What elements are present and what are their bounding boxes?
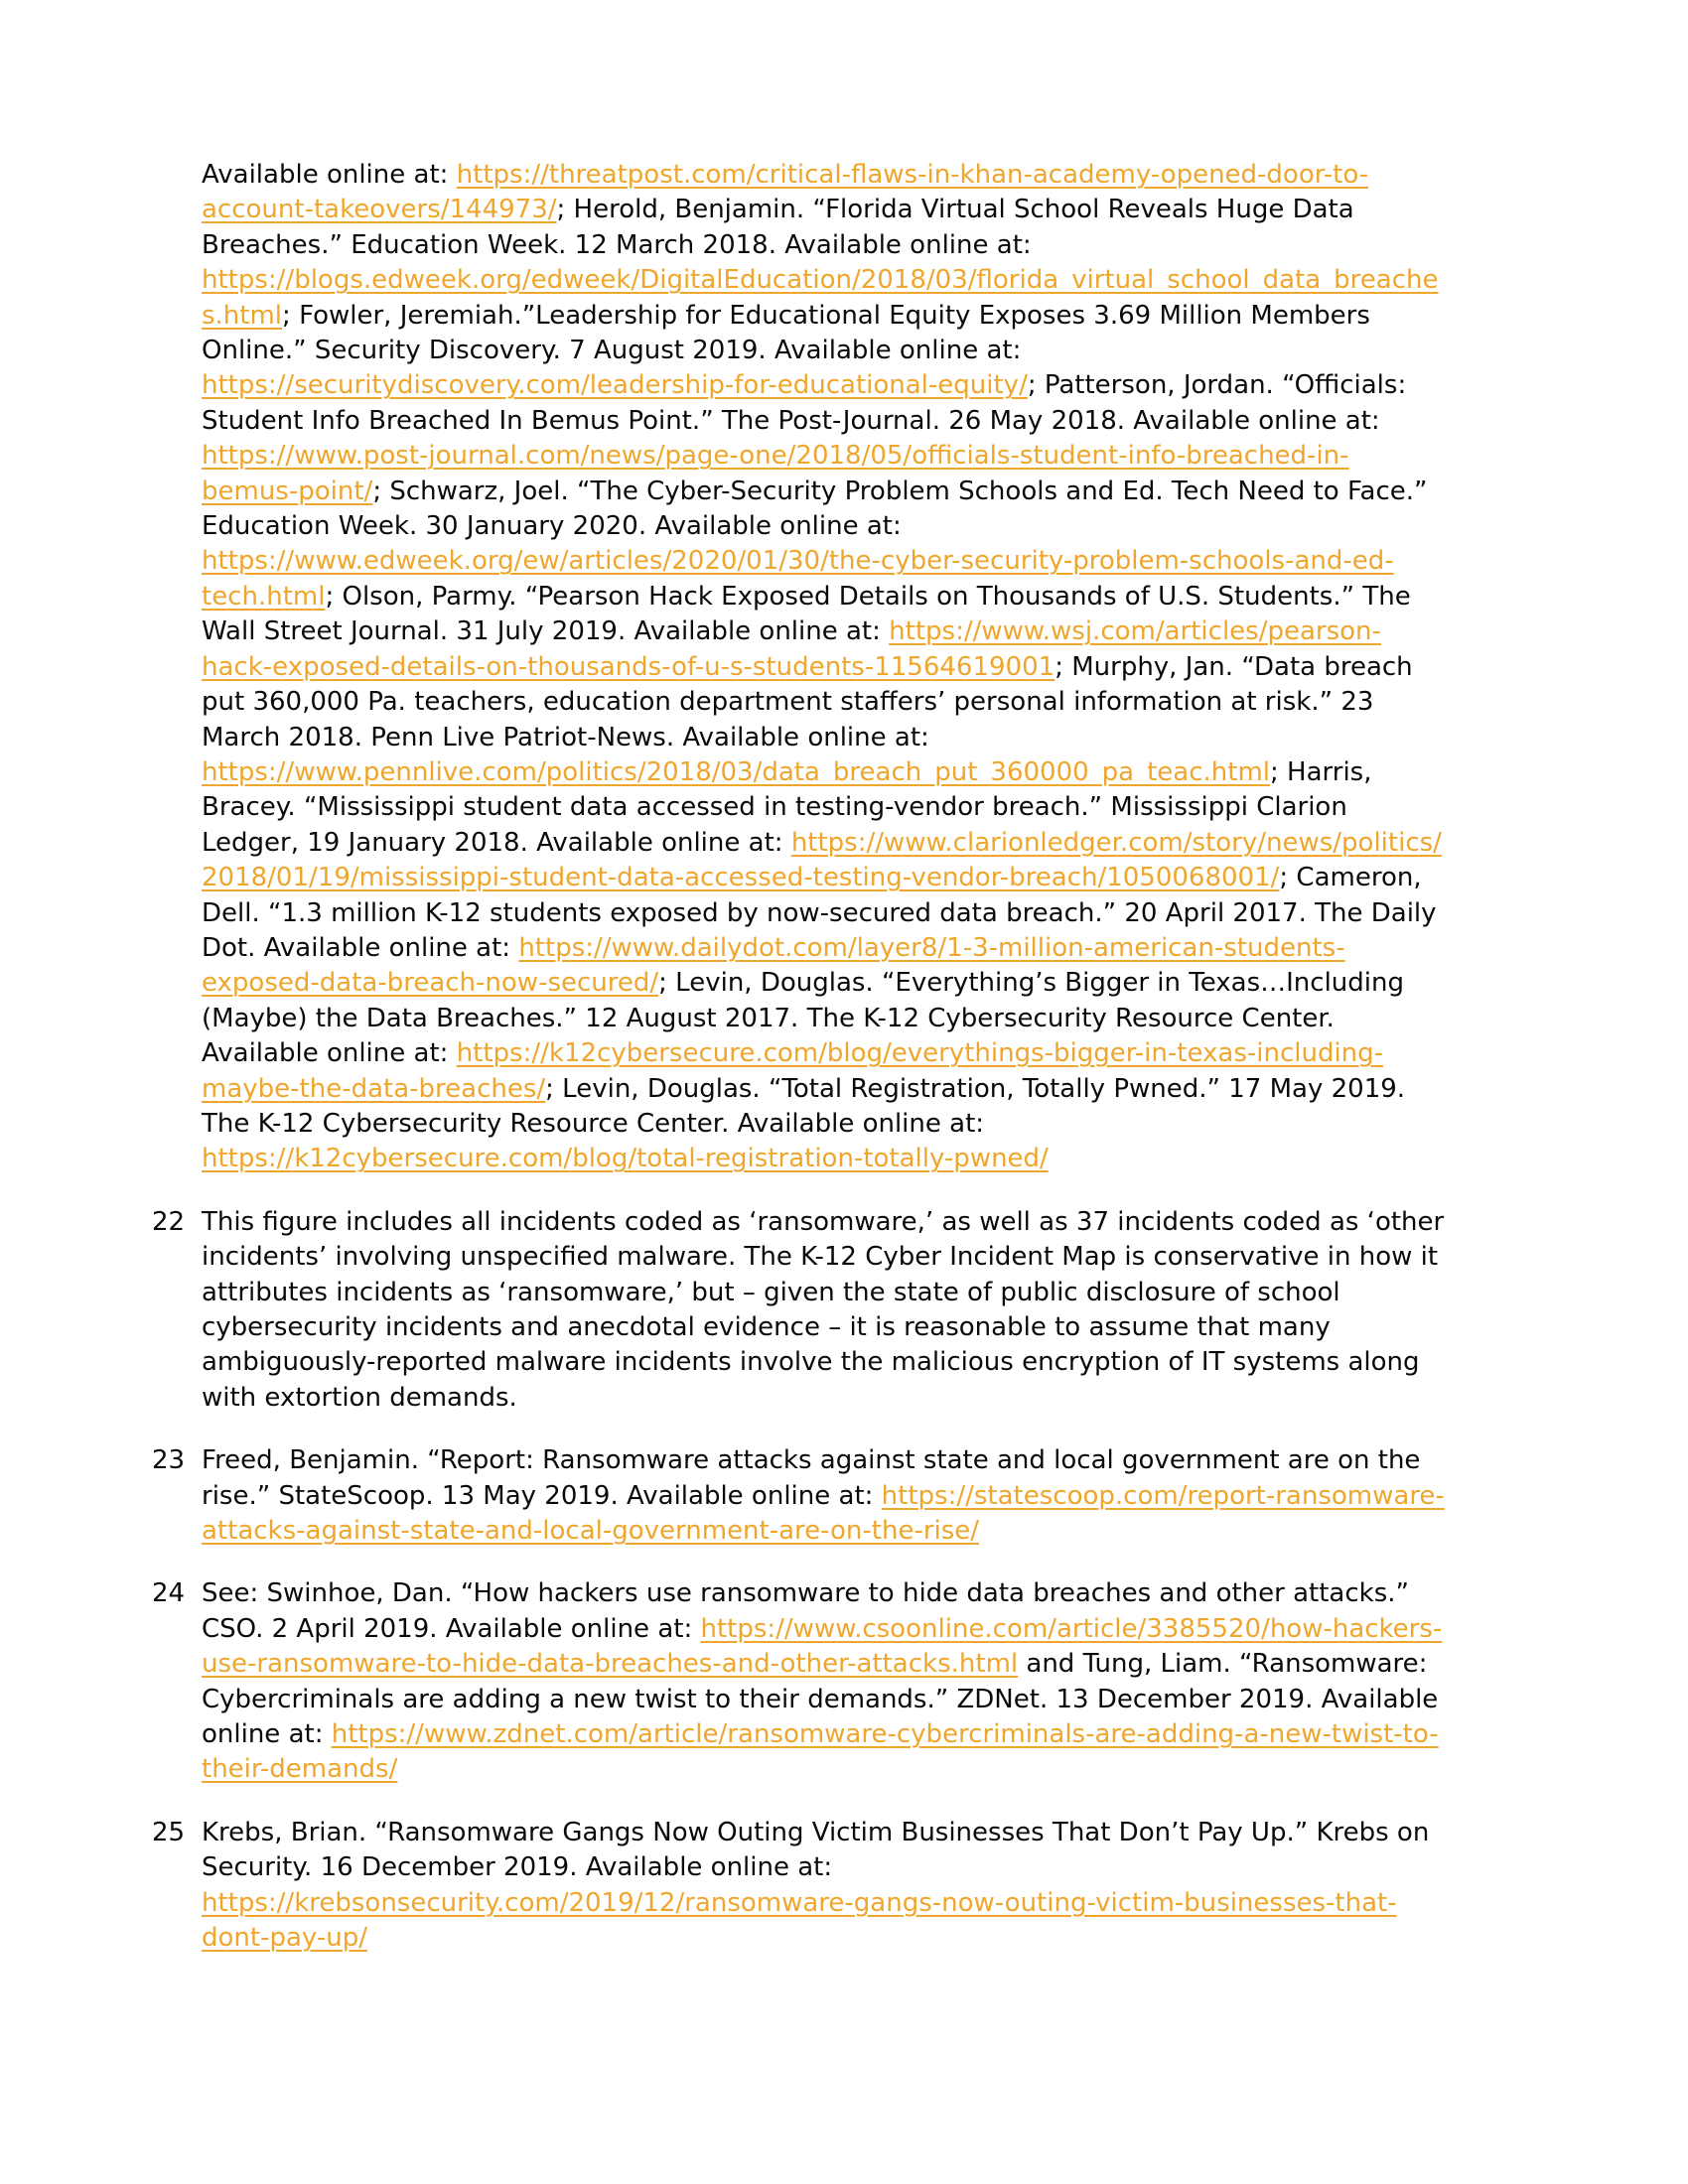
hyperlink[interactable]: https://www.edweek.org/ew/articles/2020/01/30/the-cyber-security-problem-schools-and-ed-: [202, 546, 1394, 577]
footnote-text: Freed, Benjamin. “Report: Ransomware attacks against state and local government are on the: [202, 1445, 1421, 1476]
hyperlink[interactable]: https://krebsonsecurity.com/2019/12/ransomware-gangs-now-outing-victim-businesses-that-: [202, 1887, 1397, 1918]
footnote-text: ; Levin, Douglas. “Total Registration, Totally Pwned.” 17 May 2019.: [545, 1073, 1406, 1104]
footnote-line: [202, 334, 1612, 368]
footnote-text: Breaches.” Education Week. 12 March 2018. Available online at:: [202, 229, 1032, 260]
hyperlink[interactable]: account-takeovers/144973/: [202, 195, 557, 225]
footnote-line: [202, 931, 1612, 966]
footnote-line: [202, 439, 1612, 474]
footnote-line: [202, 299, 1612, 334]
footnote-text: ; Cameron,: [1279, 863, 1422, 893]
footnote-line: [202, 966, 1612, 1001]
footnote-text: ; Fowler, Jeremiah.”Leadership for Educational Equity Exposes 3.69 Million Members: [282, 300, 1370, 331]
footnote-line: [202, 193, 1612, 227]
hyperlink[interactable]: exposed-data-breach-now-secured/: [202, 968, 659, 999]
hyperlink[interactable]: attacks-against-state-and-local-government-are-on-the-rise/: [202, 1516, 980, 1547]
hyperlink[interactable]: https://www.zdnet.com/article/ransomware-cybercriminals-are-adding-a-new-twist-to-: [331, 1719, 1439, 1750]
footnote-text: Cybercriminals are adding a new twist to their demands.” ZDNet. 13 December 2019. Available: [202, 1684, 1439, 1714]
footnote-text: Education Week. 30 January 2020. Available online at:: [202, 511, 902, 542]
footnote: [152, 1205, 1612, 1416]
footnote-text: Available online at:: [202, 160, 457, 190]
footnote-text: Dot. Available online at:: [202, 932, 519, 963]
hyperlink[interactable]: https://k12cybersecure.com/blog/everythings-bigger-in-texas-including-: [456, 1038, 1384, 1069]
footnote-text: with extortion demands.: [202, 1382, 517, 1413]
footnote-line: [202, 1886, 1612, 1921]
hyperlink[interactable]: dont-pay-up/: [202, 1923, 367, 1954]
footnote-text: CSO. 2 April 2019. Available online at:: [202, 1613, 701, 1644]
footnote-line: [202, 1921, 1612, 1956]
footnote-line: [202, 1142, 1612, 1176]
footnote-line: [202, 228, 1612, 263]
footnote-line: [202, 1647, 1612, 1682]
hyperlink[interactable]: https://threatpost.com/critical-flaws-in-khan-academy-opened-door-to-: [456, 160, 1369, 190]
footnote-line: [202, 1381, 1612, 1416]
footnote-line: [202, 509, 1612, 544]
hyperlink[interactable]: https://www.clarionledger.com/story/news/politics/: [790, 827, 1442, 858]
footnote: [152, 1816, 1612, 1957]
footnote-text: ; Herold, Benjamin. “Florida Virtual School Reveals Huge Data: [556, 195, 1354, 225]
footnote-line: [202, 1443, 1612, 1478]
footnote-text: Dell. “1.3 million K-12 students exposed by now-secured data breach.” 20 April 2017. The Daily: [202, 897, 1437, 928]
hyperlink[interactable]: https://blogs.edweek.org/edweek/DigitalEducation/2018/03/florida_virtual_school_data_breache: [202, 265, 1439, 296]
hyperlink[interactable]: their-demands/: [202, 1754, 398, 1785]
footnote-number: 24: [152, 1578, 186, 1609]
hyperlink[interactable]: use-ransomware-to-hide-data-breaches-and-other-attacks.html: [202, 1649, 1019, 1680]
endnotes-page: [152, 158, 1612, 1957]
footnote-line: [202, 544, 1612, 579]
footnote-line: [202, 755, 1612, 790]
footnote: [152, 1443, 1612, 1549]
footnote-text: Wall Street Journal. 31 July 2019. Available online at:: [202, 616, 890, 647]
footnote-line: [202, 1850, 1612, 1885]
footnote-number: 25: [152, 1817, 186, 1847]
footnote-text: Available online at:: [202, 1038, 457, 1069]
footnote-text: ; Patterson, Jordan. “Officials:: [1027, 370, 1407, 401]
footnote-line: [202, 1752, 1612, 1787]
footnote-text: ; Levin, Douglas. “Everything’s Bigger in Texas…Including: [658, 968, 1404, 999]
footnote-line: [202, 614, 1612, 649]
footnote-line: [202, 650, 1612, 685]
footnote-text: Bracey. “Mississippi student data accessed in testing-vendor breach.” Mississippi Clarion: [202, 792, 1347, 823]
footnote-line: [202, 1514, 1612, 1549]
footnote: [202, 158, 1612, 1177]
footnote-line: [202, 790, 1612, 825]
footnote-line: [202, 1276, 1612, 1310]
footnote-text: See: Swinhoe, Dan. “How hackers use ransomware to hide data breaches and other attacks.”: [202, 1578, 1409, 1609]
footnote-text: Security. 16 December 2019. Available online at:: [202, 1852, 833, 1883]
footnote-line: [202, 1683, 1612, 1717]
footnote-text: incidents’ involving unspecified malware. The K-12 Cyber Incident Map is conservative in how it: [202, 1242, 1439, 1273]
footnote-text: Online.” Security Discovery. 7 August 2019. Available online at:: [202, 336, 1022, 366]
footnote-line: [202, 580, 1612, 614]
footnote-line: [202, 368, 1612, 403]
footnote-line: [202, 1479, 1612, 1514]
hyperlink[interactable]: https://k12cybersecure.com/blog/total-registration-totally-pwned/: [202, 1144, 1049, 1174]
footnote-line: [202, 1612, 1612, 1647]
hyperlink[interactable]: https://www.wsj.com/articles/pearson-: [889, 616, 1381, 647]
hyperlink[interactable]: https://www.dailydot.com/layer8/1-3-million-american-students-: [518, 932, 1345, 963]
footnote-line: [202, 404, 1612, 439]
footnote-line: [202, 861, 1612, 895]
footnote-text: Krebs, Brian. “Ransomware Gangs Now Outing Victim Businesses That Don’t Pay Up.” Krebs on: [202, 1817, 1430, 1847]
footnote-text: March 2018. Penn Live Patriot-News. Available online at:: [202, 722, 929, 752]
footnote-line: [202, 158, 1612, 193]
footnote-line: [202, 1576, 1612, 1611]
footnote-text: ; Harris,: [1270, 756, 1372, 787]
hyperlink[interactable]: https://statescoop.com/report-ransomware-: [881, 1480, 1445, 1511]
hyperlink[interactable]: tech.html: [202, 581, 326, 612]
footnote-number: 23: [152, 1445, 186, 1476]
footnote-line: [202, 1345, 1612, 1380]
footnote-line: [202, 475, 1612, 509]
endnotes-list: [152, 158, 1612, 1957]
footnote-line: [202, 1816, 1612, 1850]
hyperlink[interactable]: maybe-the-data-breaches/: [202, 1073, 546, 1104]
hyperlink[interactable]: https://securitydiscovery.com/leadership-for-educational-equity/: [202, 370, 1028, 401]
footnote-text: cybersecurity incidents and anecdotal evidence – it is reasonable to assume that many: [202, 1312, 1331, 1342]
footnote-text: ; Schwarz, Joel. “The Cyber-Security Problem Schools and Ed. Tech Need to Face.”: [372, 476, 1428, 506]
footnote-number: 22: [152, 1206, 186, 1237]
footnote: [152, 1576, 1612, 1787]
footnote-text: ; Olson, Parmy. “Pearson Hack Exposed Details on Thousands of U.S. Students.” The: [325, 581, 1411, 612]
hyperlink[interactable]: https://www.pennlive.com/politics/2018/03/data_breach_put_360000_pa_teac.html: [202, 756, 1271, 787]
footnote-text: ambiguously-reported malware incidents involve the malicious encryption of IT systems along: [202, 1347, 1420, 1378]
footnote-line: [202, 1310, 1612, 1345]
hyperlink[interactable]: hack-exposed-details-on-thousands-of-u-s-students-11564619001: [202, 651, 1055, 682]
footnote-text: put 360,000 Pa. teachers, education department staffers’ personal information at risk.” 23: [202, 687, 1374, 718]
footnote-text: online at:: [202, 1719, 332, 1750]
footnote-text: attributes incidents as ‘ransomware,’ but – given the state of public disclosure of school: [202, 1277, 1340, 1307]
footnote-line: [202, 826, 1612, 861]
footnote-line: [202, 896, 1612, 931]
hyperlink[interactable]: 2018/01/19/mississippi-student-data-accessed-testing-vendor-breach/1050068001/: [202, 863, 1280, 893]
footnote-text: ; Murphy, Jan. “Data breach: [1055, 651, 1413, 682]
footnote-line: [202, 1717, 1612, 1752]
footnote-line: [202, 1036, 1612, 1071]
footnote-text: (Maybe) the Data Breaches.” 12 August 2017. The K-12 Cybersecurity Resource Center.: [202, 1003, 1335, 1033]
footnote-line: [202, 721, 1612, 755]
footnote-line: [202, 1072, 1612, 1107]
footnote-line: [202, 685, 1612, 720]
footnote-text: This figure includes all incidents coded as ‘ransomware,’ as well as 37 incidents coded as ‘other: [202, 1206, 1445, 1237]
hyperlink[interactable]: s.html: [202, 300, 283, 331]
footnote-text: and Tung, Liam. “Ransomware:: [1018, 1649, 1428, 1680]
hyperlink[interactable]: bemus-point/: [202, 476, 373, 506]
footnote-text: Student Info Breached In Bemus Point.” The Post-Journal. 26 May 2018. Available online at:: [202, 405, 1380, 436]
footnote-text: The K-12 Cybersecurity Resource Center. Available online at:: [202, 1108, 985, 1139]
footnote-text: rise.” StateScoop. 13 May 2019. Available online at:: [202, 1480, 882, 1511]
footnote-line: [202, 1002, 1612, 1036]
hyperlink[interactable]: https://www.post-journal.com/news/page-one/2018/05/officials-student-info-breached-in-: [202, 441, 1349, 472]
footnote-line: [202, 263, 1612, 298]
footnote-text: Ledger, 19 January 2018. Available online at:: [202, 827, 791, 858]
footnote-line: [202, 1240, 1612, 1275]
footnote-line: [202, 1205, 1612, 1240]
footnote-line: [202, 1107, 1612, 1142]
hyperlink[interactable]: https://www.csoonline.com/article/3385520/how-hackers-: [700, 1613, 1443, 1644]
